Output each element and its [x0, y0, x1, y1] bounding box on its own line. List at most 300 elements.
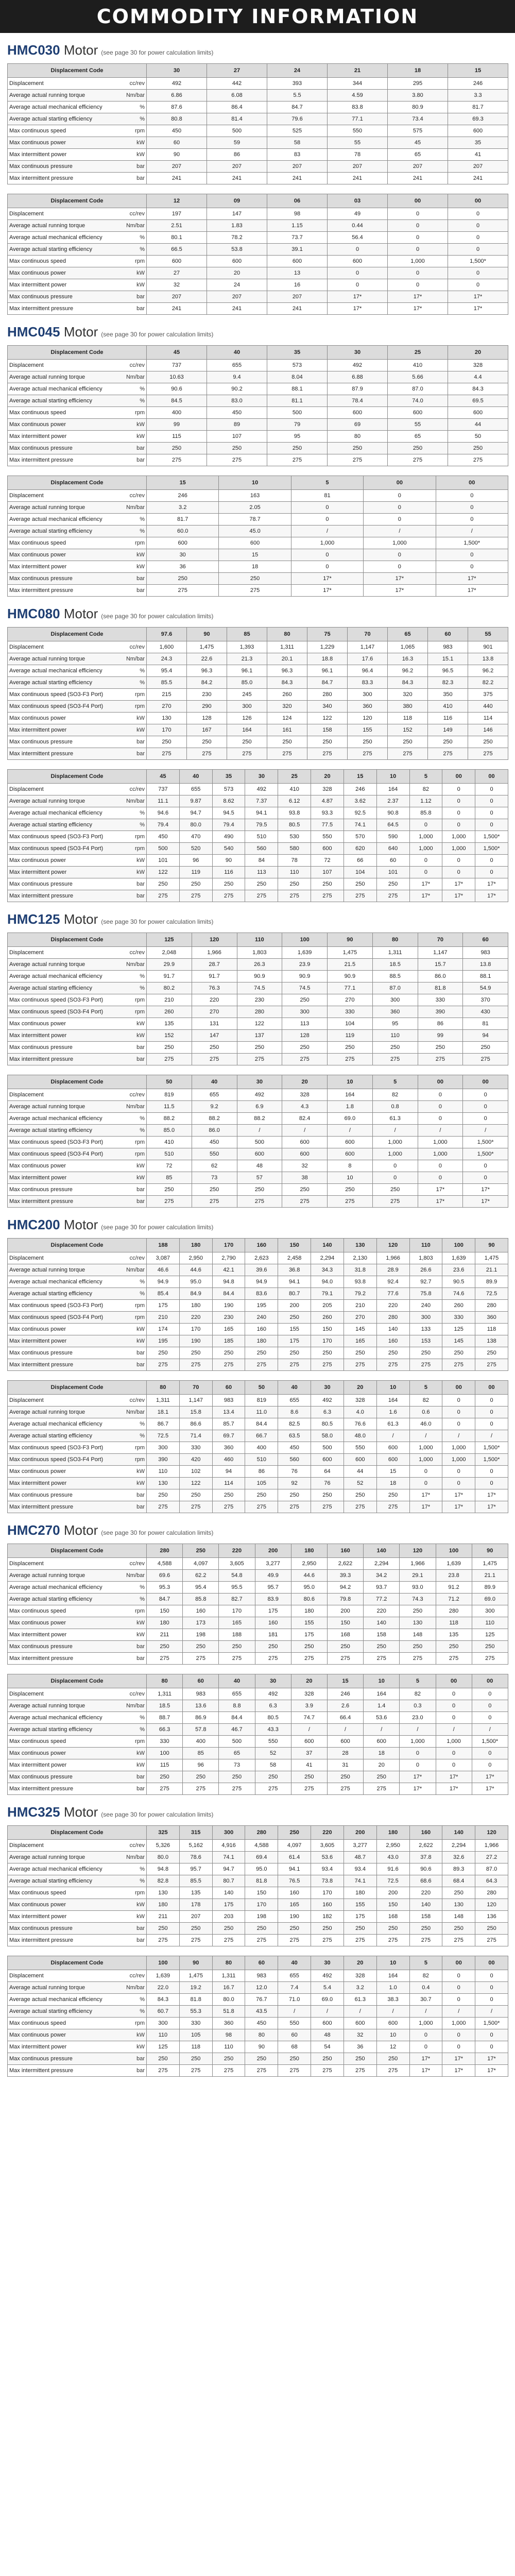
- value-cell: 275: [212, 890, 245, 902]
- value-cell: 275: [344, 1501, 376, 1513]
- table-row: [8, 1196, 508, 1208]
- row-label: Average actual mechanical efficiency: [9, 234, 102, 241]
- table-header-row: [8, 1075, 508, 1089]
- value-cell: 65: [388, 431, 448, 443]
- value-cell: 94.9: [147, 1276, 180, 1288]
- value-cell: 250: [245, 1489, 278, 1501]
- row-label: Max continuous speed (SO3-F4 Port): [9, 845, 104, 852]
- value-cell: /: [364, 526, 436, 537]
- value-cell: 600: [376, 1442, 409, 1454]
- value-cell: 250: [147, 2053, 180, 2065]
- row-label-cell: [8, 1089, 147, 1101]
- value-cell: 500: [207, 125, 267, 137]
- value-cell: 819: [147, 1089, 192, 1101]
- table-row: [8, 244, 508, 256]
- value-cell: 275: [311, 1935, 344, 1946]
- value-cell: 8: [328, 1160, 373, 1172]
- row-unit: %: [140, 1291, 145, 1297]
- header-code-cell: 80: [147, 1674, 183, 1688]
- row-label-cell: [8, 1558, 147, 1570]
- value-cell: 655: [192, 1089, 237, 1101]
- value-cell: 300: [147, 1442, 180, 1454]
- value-cell: 0: [436, 1688, 472, 1700]
- table-row: [8, 431, 508, 443]
- value-cell: 450: [147, 831, 180, 843]
- row-label: Average actual running torque: [9, 374, 85, 380]
- table-row: [8, 1923, 508, 1935]
- motor-label: Motor: [63, 42, 98, 58]
- row-unit: Nm/bar: [126, 798, 145, 804]
- row-unit: %: [140, 680, 145, 686]
- value-cell: 275: [147, 1196, 192, 1208]
- value-cell: /: [409, 2006, 442, 2018]
- header-code-cell: 00: [388, 194, 448, 208]
- value-cell: 0: [442, 1478, 475, 1489]
- row-unit: Nm/bar: [126, 374, 145, 380]
- value-cell: 540: [212, 843, 245, 855]
- value-cell: 1,500*: [436, 537, 508, 549]
- value-cell: 80.0: [212, 1994, 245, 2006]
- table-row: [8, 1570, 508, 1582]
- table-row: [8, 101, 508, 113]
- value-cell: 655: [207, 360, 267, 371]
- value-cell: 450: [278, 1442, 311, 1454]
- row-label-cell: [8, 1994, 147, 2006]
- value-cell: 48: [311, 2029, 344, 2041]
- value-cell: 54.8: [219, 1570, 255, 1582]
- header-code-cell: 40: [278, 1956, 311, 1970]
- value-cell: 983: [463, 947, 508, 959]
- value-cell: 0: [418, 1089, 463, 1101]
- value-cell: 113: [282, 1018, 328, 1030]
- row-label-cell: [8, 2041, 147, 2053]
- row-label-cell: [8, 1605, 147, 1617]
- value-cell: 62.2: [183, 1570, 219, 1582]
- value-cell: 600: [327, 1736, 363, 1748]
- value-cell: 492: [255, 1688, 291, 1700]
- value-cell: 250: [311, 1489, 344, 1501]
- value-cell: 328: [311, 784, 344, 795]
- row-label-cell: [8, 1783, 147, 1795]
- value-cell: 0: [436, 1759, 472, 1771]
- row-label: Max continuous power: [9, 1902, 66, 1908]
- value-cell: 0: [328, 244, 388, 256]
- value-cell: 410: [388, 360, 448, 371]
- table-row: [8, 267, 508, 279]
- value-cell: 275: [348, 748, 388, 760]
- value-cell: 71.0: [278, 1994, 311, 2006]
- table-row: [8, 407, 508, 419]
- row-unit: Nm/bar: [126, 1572, 145, 1579]
- value-cell: 300: [409, 1312, 442, 1324]
- motor-model-name: HMC125: [7, 911, 60, 927]
- row-unit: rpm: [135, 1009, 145, 1015]
- value-cell: 57.8: [183, 1724, 219, 1736]
- value-cell: 63.5: [278, 1430, 311, 1442]
- header-code-cell: 60: [463, 933, 508, 947]
- table-header-row: [8, 1544, 508, 1558]
- value-cell: 1,966: [475, 1840, 508, 1852]
- header-code-cell: 65: [388, 628, 428, 641]
- table-header-row: [8, 64, 508, 78]
- row-unit: kW: [136, 1480, 145, 1486]
- value-cell: 500: [237, 1137, 282, 1148]
- row-unit: rpm: [135, 1445, 145, 1451]
- value-cell: 84.4: [212, 1288, 245, 1300]
- header-displacement-code: Displacement Code: [8, 1075, 147, 1089]
- value-cell: 1,500*: [472, 1736, 508, 1748]
- value-cell: 230: [237, 994, 282, 1006]
- value-cell: 530: [278, 831, 311, 843]
- value-cell: 275: [372, 1054, 418, 1065]
- value-cell: 0: [463, 1113, 508, 1125]
- row-label-cell: [8, 1276, 147, 1288]
- table-row: [8, 1653, 508, 1665]
- value-cell: 87.0: [388, 383, 448, 395]
- value-cell: 270: [344, 1312, 376, 1324]
- header-code-cell: 00: [475, 1381, 508, 1395]
- row-label: Average actual starting efficiency: [9, 1433, 93, 1439]
- row-label: Max intermittent power: [9, 564, 67, 570]
- row-unit: cc/rev: [129, 950, 145, 956]
- value-cell: 78.6: [179, 1852, 212, 1863]
- value-cell: 1,065: [388, 641, 428, 653]
- value-cell: 440: [468, 701, 508, 713]
- value-cell: 2,130: [344, 1252, 376, 1264]
- spec-table: [7, 1238, 508, 1371]
- value-cell: 275: [376, 1359, 409, 1371]
- value-cell: 2,622: [327, 1558, 363, 1570]
- value-cell: 250: [147, 1184, 192, 1196]
- row-label: Max continuous speed (SO3-F4 Port): [9, 703, 104, 709]
- table-row: [8, 1840, 508, 1852]
- table-row: [8, 454, 508, 466]
- row-label-cell: [8, 502, 147, 514]
- value-cell: 275: [328, 1054, 373, 1065]
- header-code-cell: 75: [307, 628, 348, 641]
- value-cell: 95.7: [179, 1863, 212, 1875]
- value-cell: 18.1: [147, 1406, 180, 1418]
- value-cell: 250: [442, 1887, 475, 1899]
- value-cell: 17*: [400, 1771, 436, 1783]
- row-label-cell: [8, 982, 147, 994]
- value-cell: 41: [448, 149, 508, 161]
- header-code-cell: 90: [328, 933, 373, 947]
- row-unit: Nm/bar: [126, 92, 145, 98]
- row-unit: %: [140, 386, 145, 392]
- value-cell: 87.9: [328, 383, 388, 395]
- value-cell: 120: [348, 713, 388, 724]
- row-label: Average actual running torque: [9, 961, 85, 968]
- row-label-cell: [8, 971, 147, 982]
- value-cell: 95.7: [255, 1582, 291, 1594]
- value-cell: 155: [291, 1617, 327, 1629]
- value-cell: 152: [147, 1030, 192, 1042]
- row-label: Average actual running torque: [9, 656, 85, 662]
- value-cell: 80: [328, 431, 388, 443]
- value-cell: /: [291, 1724, 327, 1736]
- value-cell: 99: [418, 1030, 463, 1042]
- header-code-cell: 25: [388, 346, 448, 360]
- header-code-cell: 30: [311, 1381, 344, 1395]
- value-cell: 250: [472, 1641, 508, 1653]
- value-cell: 250: [291, 1771, 327, 1783]
- table-row: [8, 279, 508, 291]
- value-cell: 250: [192, 1184, 237, 1196]
- table-row: [8, 959, 508, 971]
- value-cell: 17*: [436, 1771, 472, 1783]
- row-unit: rpm: [135, 128, 145, 134]
- value-cell: 46.6: [147, 1264, 180, 1276]
- table-row: [8, 2006, 508, 2018]
- value-cell: 0.6: [409, 1406, 442, 1418]
- row-label: Average actual mechanical efficiency: [9, 1279, 102, 1285]
- value-cell: 62: [192, 1160, 237, 1172]
- row-label-cell: [8, 878, 147, 890]
- value-cell: 73.8: [311, 1875, 344, 1887]
- value-cell: 26.3: [237, 959, 282, 971]
- value-cell: 393: [267, 78, 328, 90]
- value-cell: 275: [409, 1359, 442, 1371]
- value-cell: 66.3: [147, 1724, 183, 1736]
- value-cell: 275: [364, 1783, 400, 1795]
- value-cell: 89.3: [442, 1863, 475, 1875]
- row-unit: bar: [136, 1187, 145, 1193]
- value-cell: 492: [311, 1970, 344, 1982]
- value-cell: 207: [267, 161, 328, 173]
- row-label: Average actual mechanical efficiency: [9, 104, 102, 110]
- header-code-cell: 120: [192, 933, 237, 947]
- value-cell: 1,000: [442, 2018, 475, 2029]
- value-cell: 74.1: [344, 1875, 376, 1887]
- value-cell: 64.3: [475, 1875, 508, 1887]
- value-cell: 600: [311, 2018, 344, 2029]
- value-cell: 250: [282, 1042, 328, 1054]
- value-cell: 77.1: [328, 113, 388, 125]
- row-label: Average actual mechanical efficiency: [9, 1584, 102, 1590]
- header-code-cell: 70: [348, 628, 388, 641]
- value-cell: 410: [428, 701, 468, 713]
- value-cell: 230: [187, 689, 227, 701]
- value-cell: 168: [376, 1911, 409, 1923]
- table-row: [8, 514, 508, 526]
- table-row: [8, 1454, 508, 1466]
- row-label-cell: [8, 90, 147, 101]
- value-cell: 85.4: [147, 1288, 180, 1300]
- row-label: Max continuous speed: [9, 540, 66, 546]
- motor-label: Motor: [63, 1804, 98, 1820]
- value-cell: 1,500*: [475, 1454, 508, 1466]
- value-cell: 158: [307, 724, 348, 736]
- value-cell: 79.2: [344, 1288, 376, 1300]
- value-cell: 84.4: [219, 1712, 255, 1724]
- value-cell: 85.7: [212, 1418, 245, 1430]
- row-label: Average actual running torque: [9, 1854, 85, 1860]
- value-cell: 1,000: [388, 256, 448, 267]
- value-cell: 148: [442, 1911, 475, 1923]
- value-cell: 96.3: [187, 665, 227, 677]
- value-cell: 550: [192, 1148, 237, 1160]
- value-cell: 165: [212, 1324, 245, 1335]
- value-cell: 3,277: [255, 1558, 291, 1570]
- value-cell: 72: [311, 855, 344, 867]
- value-cell: 4.4: [448, 371, 508, 383]
- value-cell: 15: [376, 1466, 409, 1478]
- value-cell: 72.5: [147, 1430, 180, 1442]
- value-cell: 0: [448, 267, 508, 279]
- value-cell: 44: [448, 419, 508, 431]
- header-code-cell: 35: [267, 346, 328, 360]
- value-cell: 0: [436, 514, 508, 526]
- row-label-cell: [8, 1418, 147, 1430]
- table-row: [8, 867, 508, 878]
- table-header-row: [8, 476, 508, 490]
- header-displacement-code: Displacement Code: [8, 1381, 147, 1395]
- row-label-cell: [8, 1184, 147, 1196]
- header-code-cell: 280: [245, 1826, 278, 1840]
- table-row: [8, 573, 508, 585]
- row-unit: bar: [136, 587, 145, 594]
- row-label-cell: [8, 1018, 147, 1030]
- row-label: Max continuous power: [9, 1163, 66, 1169]
- header-displacement-code: Displacement Code: [8, 1544, 147, 1558]
- value-cell: 0: [475, 1970, 508, 1982]
- value-cell: 195: [147, 1335, 180, 1347]
- table-header-row: [8, 1239, 508, 1252]
- value-cell: 1,966: [376, 1252, 409, 1264]
- value-cell: 200: [327, 1605, 363, 1617]
- value-cell: 17*: [409, 1501, 442, 1513]
- value-cell: 2,623: [245, 1252, 278, 1264]
- value-cell: 0: [475, 795, 508, 807]
- value-cell: 250: [344, 878, 376, 890]
- value-cell: 8.6: [278, 1406, 311, 1418]
- value-cell: /: [463, 1125, 508, 1137]
- header-code-cell: 30: [245, 770, 278, 784]
- value-cell: 88.2: [237, 1113, 282, 1125]
- value-cell: 8.04: [267, 371, 328, 383]
- value-cell: 300: [147, 2018, 180, 2029]
- row-unit: kW: [136, 270, 145, 276]
- value-cell: 55: [328, 137, 388, 149]
- value-cell: 275: [328, 454, 388, 466]
- row-unit: %: [140, 1866, 145, 1872]
- value-cell: 91.6: [376, 1863, 409, 1875]
- table-row: [8, 2018, 508, 2029]
- value-cell: 84.2: [187, 677, 227, 689]
- value-cell: 147: [207, 208, 267, 220]
- value-cell: 241: [147, 303, 207, 315]
- value-cell: 0: [442, 1970, 475, 1982]
- row-label-cell: [8, 1406, 147, 1418]
- value-cell: 84.3: [448, 383, 508, 395]
- value-cell: 115: [147, 1759, 183, 1771]
- table-row: [8, 1089, 508, 1101]
- value-cell: 20.1: [267, 653, 307, 665]
- value-cell: 82: [372, 1089, 418, 1101]
- value-cell: 450: [192, 1137, 237, 1148]
- value-cell: 275: [364, 1653, 400, 1665]
- value-cell: 23.0: [400, 1712, 436, 1724]
- row-unit: %: [140, 1726, 145, 1733]
- value-cell: 17*: [475, 890, 508, 902]
- value-cell: 0: [400, 1748, 436, 1759]
- value-cell: 164: [227, 724, 267, 736]
- value-cell: 88.1: [463, 971, 508, 982]
- value-cell: 1,000: [409, 843, 442, 855]
- value-cell: 400: [245, 1442, 278, 1454]
- value-cell: 275: [327, 1783, 363, 1795]
- value-cell: 7.37: [245, 795, 278, 807]
- value-cell: 17*: [475, 2065, 508, 2077]
- value-cell: 0: [475, 1418, 508, 1430]
- value-cell: 4,916: [212, 1840, 245, 1852]
- value-cell: 1,000: [442, 1454, 475, 1466]
- header-code-cell: 00: [436, 476, 508, 490]
- row-unit: kW: [136, 1338, 145, 1344]
- row-unit: %: [140, 985, 145, 991]
- value-cell: 119: [179, 867, 212, 878]
- value-cell: /: [364, 1724, 400, 1736]
- value-cell: 1,000: [418, 1137, 463, 1148]
- value-cell: 21.1: [475, 1264, 508, 1276]
- row-label: Max continuous speed (SO3-F3 Port): [9, 1302, 104, 1309]
- value-cell: 250: [245, 878, 278, 890]
- value-cell: 5,162: [179, 1840, 212, 1852]
- row-label-cell: [8, 573, 147, 585]
- power-calc-note: (see page 30 for power calculation limits): [101, 331, 214, 338]
- value-cell: 82: [409, 784, 442, 795]
- header-code-cell: 00: [436, 1674, 472, 1688]
- value-cell: 110: [278, 867, 311, 878]
- value-cell: 135: [179, 1887, 212, 1899]
- row-label: Max continuous pressure: [9, 1492, 73, 1498]
- value-cell: 983: [428, 641, 468, 653]
- row-label: Average actual mechanical efficiency: [9, 516, 102, 522]
- value-cell: 118: [179, 2041, 212, 2053]
- value-cell: 1,000: [442, 843, 475, 855]
- value-cell: 220: [376, 1300, 409, 1312]
- value-cell: 4,588: [147, 1558, 183, 1570]
- value-cell: 135: [147, 1018, 192, 1030]
- table-row: [8, 653, 508, 665]
- table-row: [8, 1700, 508, 1712]
- table-row: [8, 1724, 508, 1736]
- value-cell: /: [291, 526, 363, 537]
- value-cell: 410: [147, 1137, 192, 1148]
- table-row: [8, 784, 508, 795]
- table-row: [8, 890, 508, 902]
- value-cell: 275: [255, 1653, 291, 1665]
- row-unit: cc/rev: [129, 493, 145, 499]
- row-label: Average actual starting efficiency: [9, 1127, 93, 1133]
- value-cell: 195: [245, 1300, 278, 1312]
- header-code-cell: 90: [187, 628, 227, 641]
- value-cell: /: [436, 1724, 472, 1736]
- row-label-cell: [8, 784, 147, 795]
- value-cell: 45.0: [219, 526, 291, 537]
- value-cell: 152: [388, 724, 428, 736]
- value-cell: 2,622: [409, 1840, 442, 1852]
- value-cell: 207: [207, 161, 267, 173]
- header-code-cell: 188: [147, 1239, 180, 1252]
- value-cell: 170: [219, 1605, 255, 1617]
- value-cell: 0: [436, 490, 508, 502]
- table-row: [8, 689, 508, 701]
- row-label-cell: [8, 890, 147, 902]
- table-row: [8, 113, 508, 125]
- value-cell: 96: [179, 855, 212, 867]
